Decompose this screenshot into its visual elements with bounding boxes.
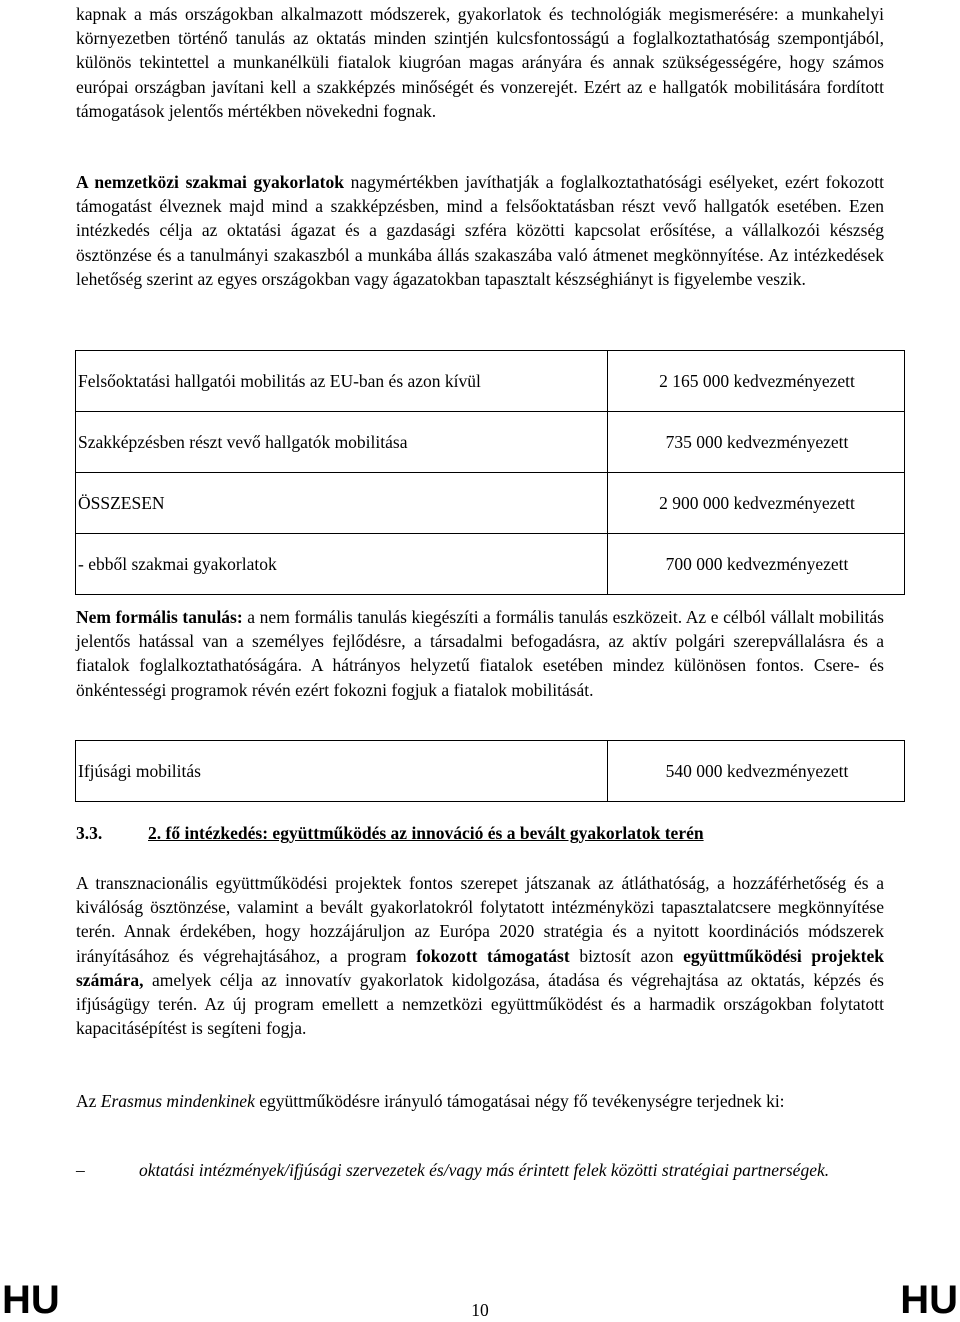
table-row: [76, 534, 905, 595]
paragraph-text: nagymértékben javíthatják a foglalkoztathatósági esélyeket, ezért fokozott támogatást élveznek majd mind a szakképzésben, mind a felsőoktatásban részt vevő hallgatók esetében. Ezen intézkedés célja az oktatási ágazat és a gazdasági szféra közötti kapcsolat erősítése, a vállalkozói készség ösztönzése és a tanulmányi szakaszból a munkába állás szakaszába való átmenet megkönnyítése. Az intézkedések lehetőség szerint az egyes országokban vagy ágazatokban tapasztalt készséghiányt is figyelembe veszik.: [76, 172, 884, 289]
table-cell-label: - ebből szakmai gyakorlatok: [76, 534, 608, 595]
paragraph-internships: [76, 170, 884, 291]
paragraph-bold-phrase: együttműködési projektek számára,: [76, 945, 885, 990]
table-cell-label: Ifjúsági mobilitás: [76, 741, 608, 802]
footer-language-code-right: HU: [900, 1278, 958, 1322]
paragraph-erasmus-activities: [76, 1089, 884, 1113]
section-number: 3.3.: [76, 823, 103, 843]
paragraph-text: a nem formális tanulás kiegészíti a formális tanulás eszközeit. Az e célból vállalt mobilitás jelentős hatással van a személyes fejlődésre, a társadalmi befogadásra, az aktív polgári szerepvállalásra és a fiatalok foglalkoztathatóságára. A hátrányos helyzetű fiatalok esetében mindez különösen fontos. Csere- és önkéntességi programok révén ezért fokozni fogjuk a fiatalok mobilitását.: [76, 607, 884, 700]
table-cell-value: 2 900 000 kedvezményezett: [608, 473, 905, 534]
table-row: [76, 741, 905, 802]
table-cell-value: 700 000 kedvezményezett: [608, 534, 905, 595]
paragraph-cooperation-projects: [76, 871, 884, 1040]
table-cell-value: 540 000 kedvezményezett: [608, 741, 905, 802]
mobility-allocation-table: [75, 350, 905, 595]
list-bullet: –: [76, 1160, 85, 1180]
paragraph-bold-phrase: fokozott támogatást: [416, 945, 570, 966]
paragraph-bold-lead: Nem formális tanulás:: [76, 607, 243, 627]
paragraph-text: biztosít azon: [569, 945, 684, 966]
paragraph-text: A transznacionális együttműködési projektek fontos szerepet játszanak az átláthatóság, a hozzáférhetőség és a kiválóság ösztönzése, valamint a bevált gyakorlatokról folytatott intézményközi tapasztalatcsere megkönnyítése terén. Annak érdekében, hogy hozzájáruljon az Európa 2020 stratégia és a nyitott koordinációs módszerek irányításához és végrehajtásához, a program: [76, 873, 884, 966]
table-cell-label: ÖSSZESEN: [76, 473, 608, 534]
paragraph-bold-lead: A nemzetközi szakmai gyakorlatok: [76, 172, 344, 192]
programme-name: Erasmus mindenkinek: [100, 1091, 255, 1111]
footer-language-code-left: HU: [2, 1278, 60, 1322]
youth-mobility-table: [75, 740, 905, 802]
table-row: [76, 412, 905, 473]
table-row: [76, 473, 905, 534]
paragraph-text: Az: [76, 1091, 101, 1111]
paragraph-workplace-learning: [76, 2, 884, 123]
paragraph-text: együttműködésre irányuló támogatásai négy fő tevékenységre terjednek ki:: [254, 1091, 785, 1111]
paragraph-text: kapnak a más országokban alkalmazott módszerek, gyakorlatok és technológiák megismerésére: a munkahelyi környezetben történő tanulás az oktatás minden szintjén kulcsfontosságú a foglalkoztathatóság szempontjából, különös tekintettel a munkanélküli fiatalok kiugróan magas arányára és annak szükségességére, hogy számos európai országban javítani kell a szakképzés minőségét és vonzerejét. Ezért az e hallgatók mobilitására fordított támogatások jelentős mértékben növekedni fognak.: [76, 4, 884, 121]
page-number: 10: [471, 1300, 489, 1320]
paragraph-non-formal-learning: [76, 605, 884, 702]
section-title: 2. fő intézkedés: együttműködés az innováció és a bevált gyakorlatok terén: [148, 823, 704, 843]
table-cell-label: Szakképzésben részt vevő hallgatók mobilitása: [76, 412, 608, 473]
list-item-text: oktatási intézmények/ifjúsági szervezetek és/vagy más érintett felek közötti stratégiai partnerségek.: [139, 1160, 830, 1180]
table-cell-value: 735 000 kedvezményezett: [608, 412, 905, 473]
section-heading: [76, 823, 704, 844]
table-cell-value: 2 165 000 kedvezményezett: [608, 351, 905, 412]
table-cell-label: Felsőoktatási hallgatói mobilitás az EU-ban és azon kívül: [76, 351, 608, 412]
paragraph-text: amelyek célja az innovatív gyakorlatok kidolgozása, átadása és végrehajtása az oktatás, képzés és ifjúságügy terén. Az új program emellett a nemzetközi együttműködést és a harmadik országokban folytatott kapacitásépítést is segíteni fogja.: [76, 969, 884, 1039]
table-row: [76, 351, 905, 412]
